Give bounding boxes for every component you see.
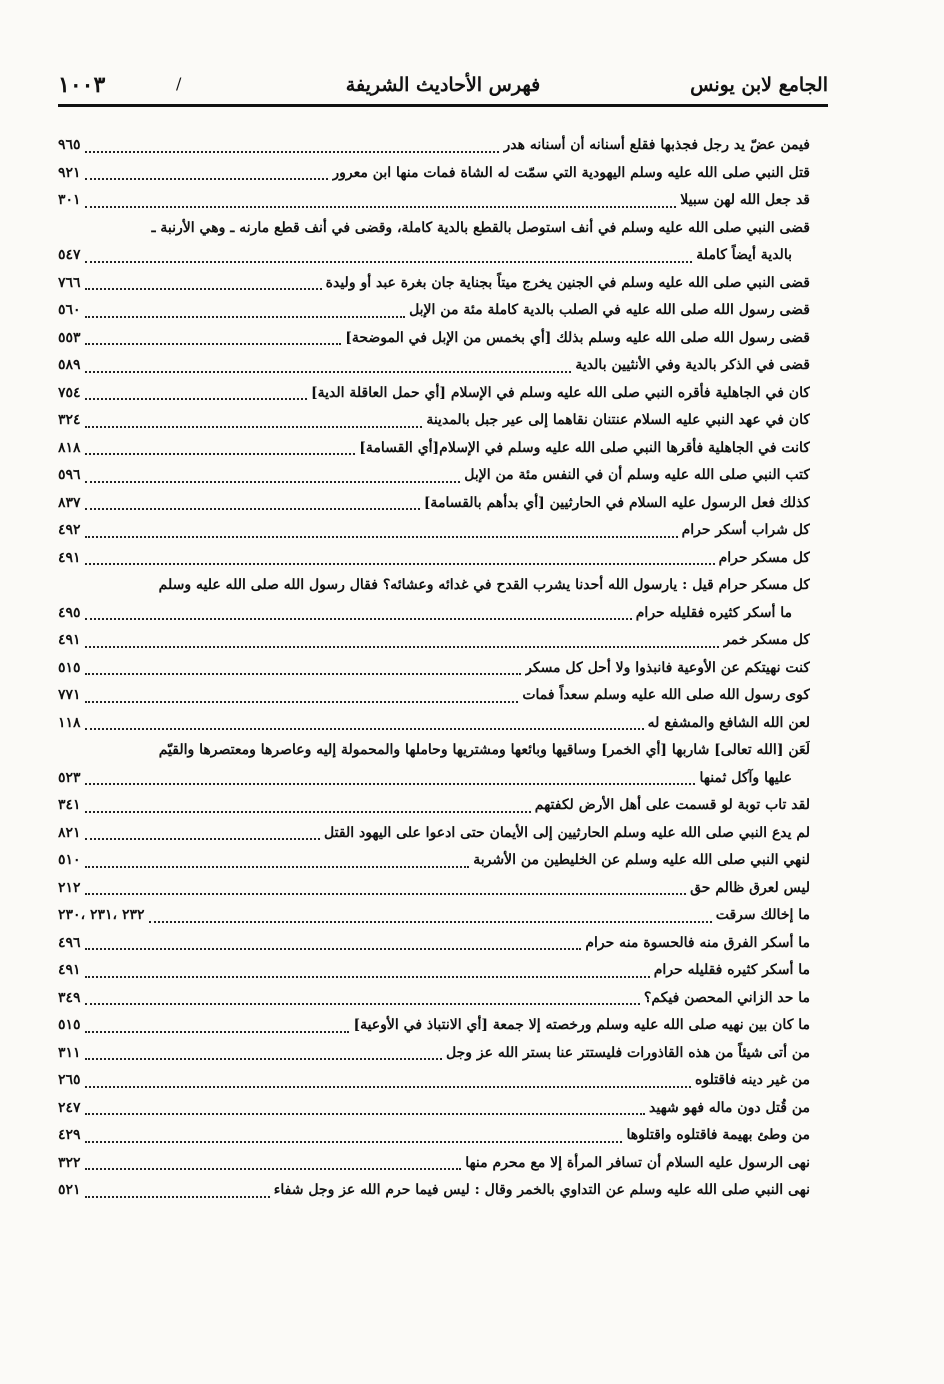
index-entry: [58, 187, 810, 215]
leader-dots: [85, 1196, 270, 1198]
entry-text: نهى النبي صلى الله عليه وسلم عن التداوي بالخمر وقال : ليس فيما حرم الله عز وجل شفاء: [273, 1182, 810, 1198]
hadith-index-list: [58, 132, 810, 1205]
index-entry: [58, 1040, 810, 1068]
header-mark: /: [176, 74, 182, 93]
entry-text-continued: ما أسكر كثيره فقليله حرام: [635, 604, 792, 621]
entry-text: كتب النبي صلى الله عليه وسلم أن في النفس مئة من الإبل: [464, 467, 810, 483]
leader-dots: [85, 206, 677, 208]
index-entry: [58, 297, 810, 325]
entry-text: ما أسكر كثيره فقليله حرام: [653, 962, 810, 978]
page-number: ١٠٠٣: [58, 72, 106, 98]
entry-text: لقد تاب توبة لو قسمت على أهل الأرض لكفتهم: [534, 797, 810, 813]
leader-dots: [85, 618, 632, 620]
entry-page-number: ٧٦٦: [58, 274, 81, 291]
index-entry: [58, 490, 810, 518]
leader-dots: [149, 921, 712, 923]
entry-text: ما إخالك سرقت: [715, 907, 810, 923]
entry-page-number: ٣١١: [58, 1044, 81, 1061]
index-entry: [58, 875, 810, 903]
leader-dots: [85, 563, 715, 565]
entry-page-number: ٥٨٩: [58, 357, 81, 373]
entry-text-continued: بالدية أيضاً كاملة: [696, 247, 792, 263]
entry-page-number: ٥٥٣: [58, 329, 81, 346]
leader-dots: [85, 343, 342, 345]
index-entry: [58, 435, 810, 463]
entry-page-number: ٥٢١: [58, 1182, 81, 1198]
entry-text: قضى رسول الله صلى الله عليه وسلم بذلك [أي بخمس من الإبل في الموضحة]: [345, 329, 810, 346]
index-entry: [58, 132, 810, 160]
leader-dots: [85, 151, 500, 153]
entry-text: من أتى شيئاً من هذه القاذورات فليستتر عنا بستر الله عز وجل: [445, 1044, 810, 1061]
entry-page-number: ٣٢٤: [58, 412, 81, 428]
entry-text: كان في الجاهلية فأقره النبي صلى الله عليه وسلم في الإسلام [أي حمل العاقلة الدية]: [311, 384, 810, 401]
index-entry: [58, 572, 810, 627]
index-entry: [58, 462, 810, 490]
index-entry: [58, 710, 810, 738]
entry-page-number: ٣٢٢: [58, 1154, 81, 1171]
index-entry: [58, 820, 810, 848]
index-entry: [58, 380, 810, 408]
entry-page-number: ٤٩٦: [58, 934, 81, 951]
entry-text: كانت في الجاهلية فأقرها النبي صلى الله عليه وسلم في الإسلام[أي القسامة]: [359, 439, 810, 456]
book-title: الجامع لابن يونس: [690, 74, 828, 96]
leader-dots: [85, 811, 531, 813]
entry-text-continued: عليها وآكل ثمنها: [699, 769, 792, 786]
leader-dots: [85, 728, 644, 730]
entry-text: ما حد الزاني المحصن فيكم؟: [643, 989, 810, 1006]
index-entry: [58, 627, 810, 655]
index-entry: [58, 792, 810, 820]
leader-dots: [85, 508, 420, 510]
index-entry: [58, 847, 810, 875]
entry-text: قضى رسول الله صلى الله عليه في الصلب بالدية كاملة مئة من الإبل: [409, 302, 810, 318]
entry-text: نهى الرسول عليه السلام أن تسافر المرأة إلا مع محرم منها: [465, 1154, 810, 1171]
leader-dots: [85, 481, 461, 483]
entry-page-number: ٨٣٧: [58, 494, 81, 511]
index-entry: [58, 1177, 810, 1205]
leader-dots: [85, 1086, 691, 1088]
entry-page-number: ٢٤٧: [58, 1099, 81, 1116]
leader-dots: [85, 1141, 623, 1143]
leader-dots: [85, 426, 423, 428]
entry-text: قد جعل الله لهن سبيلا: [680, 192, 810, 208]
entry-page-number: ٤٩١: [58, 632, 81, 648]
leader-dots: [85, 838, 320, 840]
entry-page-number: ٨٢١: [58, 824, 81, 841]
entry-text: من وطئ بهيمة فاقتلوه واقتلوها: [626, 1127, 810, 1143]
index-entry: [58, 517, 810, 545]
leader-dots: [85, 976, 650, 978]
entry-page-number: ٥١٥: [58, 1017, 81, 1033]
index-entry: [58, 215, 810, 270]
leader-dots: [85, 1168, 462, 1170]
leader-dots: [85, 673, 522, 675]
leader-dots: [85, 866, 470, 868]
index-entry: [58, 160, 810, 188]
index-entry: [58, 352, 810, 380]
entry-page-number: ٥١٠: [58, 852, 81, 868]
index-entry: [58, 655, 810, 683]
entry-page-number: ٩٦٥: [58, 137, 81, 153]
entry-text: كل مسكر حرام قيل : يارسول الله أحدنا يشرب القدح في غدائه وعشائه؟ فقال رسول الله صلى الله عليه وسلم: [158, 577, 810, 593]
entry-page-number: ٢١٢: [58, 879, 81, 896]
index-title: فهرس الأحاديث الشريفة: [345, 74, 541, 96]
entry-page-number: ٥٢٣: [58, 769, 81, 786]
entry-text: ما أسكر الفرق منه فالحسوة منه حرام: [585, 934, 810, 951]
index-entry: [58, 1067, 810, 1095]
entry-page-number: ٤٢٩: [58, 1127, 81, 1143]
entry-page-number: ٧٥٤: [58, 384, 81, 401]
leader-dots: [85, 1031, 350, 1033]
entry-page-number: ٢٦٥: [58, 1072, 81, 1088]
leader-dots: [85, 893, 687, 895]
entry-text: قضى في الذكر بالدية وفي الأنثيين بالدية: [575, 357, 810, 373]
entry-text: لعن الله الشافع والمشفع له: [647, 714, 810, 731]
index-entry: [58, 407, 810, 435]
leader-dots: [85, 646, 720, 648]
entry-text: ما كان بين نهيه صلى الله عليه وسلم ورخصته إلا جمعة [أي الانتباذ في الأوعية]: [353, 1017, 810, 1033]
entry-page-number: ٤٩١: [58, 962, 81, 978]
entry-text: كل شراب أسكر حرام: [681, 522, 810, 538]
index-entry: [58, 957, 810, 985]
entry-text: كل مسكر حرام: [718, 549, 810, 566]
entry-text: ليس لعرق ظالم حق: [690, 879, 810, 896]
entry-page-number: ٩٢١: [58, 164, 81, 181]
index-entry: [58, 545, 810, 573]
entry-page-number: ٣٤٩: [58, 989, 81, 1006]
entry-text: لم يدع النبي صلى الله عليه وسلم الحارثيين إلى الأيمان حتى ادعوا على اليهود القتل: [324, 824, 810, 841]
index-entry: [58, 270, 810, 298]
entry-page-number: ٥٩٦: [58, 467, 81, 483]
entry-text: من قُتل دون ماله فهو شهيد: [649, 1099, 810, 1116]
entry-page-number: ٤٩٢: [58, 522, 81, 538]
entry-page-number: ٥١٥: [58, 659, 81, 676]
entry-text: كنت نهيتكم عن الأوعية فانبذوا ولا أحل كل مسكر: [525, 659, 810, 676]
leader-dots: [85, 1058, 442, 1060]
entry-page-number: ٨١٨: [58, 439, 81, 456]
entry-text: قتل النبي صلى الله عليه وسلم اليهودية التي سمّت له الشاة فمات منها ابن معرور: [332, 164, 810, 181]
leader-dots: [85, 398, 307, 400]
leader-dots: [85, 783, 696, 785]
leader-dots: [85, 536, 678, 538]
entry-page-number: ٧٧١: [58, 687, 81, 703]
entry-text: لنهي النبي صلى الله عليه وسلم عن الخليطين من الأشربة: [473, 852, 810, 868]
index-entry: [58, 325, 810, 353]
entry-text: كذلك فعل الرسول عليه السلام في الحارثيين [أي بدأهم بالقسامة]: [423, 494, 810, 511]
leader-dots: [85, 288, 322, 290]
index-entry: [58, 902, 810, 930]
entry-text: كوى رسول الله صلى الله عليه وسلم سعداً فمات: [522, 687, 810, 703]
entry-page-number: ٣٤١: [58, 797, 81, 813]
leader-dots: [85, 316, 406, 318]
index-entry: [58, 1150, 810, 1178]
leader-dots: [85, 1003, 640, 1005]
index-entry: [58, 737, 810, 792]
leader-dots: [85, 261, 693, 263]
entry-text: فيمن عضّ يد رجل فجذبها فقلع أسنانه أن أسنانه هدر: [503, 137, 810, 153]
entry-text: من غير دينه فاقتلوه: [695, 1072, 810, 1088]
index-entry: [58, 1095, 810, 1123]
index-entry: [58, 1122, 810, 1150]
entry-text: كل مسكر خمر: [723, 632, 810, 648]
leader-dots: [85, 701, 519, 703]
entry-page-number: ٥٤٧: [58, 247, 81, 263]
leader-dots: [85, 453, 356, 455]
index-entry: [58, 1012, 810, 1040]
entry-text: قضى النبي صلى الله عليه وسلم في أنف استوصل بالقطع بالدية كاملة، وقضى في أنف قطع مارنه ـ وهي الأرنبة ـ: [151, 219, 810, 236]
entry-page-number: ٥٦٠: [58, 302, 81, 318]
running-head: [58, 70, 828, 104]
index-entry: [58, 985, 810, 1013]
header-rule: [58, 104, 828, 107]
leader-dots: [85, 948, 582, 950]
leader-dots: [85, 371, 572, 373]
entry-page-number: ٣٠١: [58, 192, 81, 208]
entry-page-number: ٤٩١: [58, 549, 81, 566]
entry-text: كان في عهد النبي عليه السلام عنتنان نقاهما إلى عير جبل بالمدينة: [426, 412, 810, 428]
entry-page-number: ٢٣٢ ،٢٣١ ،٢٣٠: [58, 907, 145, 923]
entry-page-number: ١١٨: [58, 714, 81, 731]
index-entry: [58, 930, 810, 958]
leader-dots: [85, 178, 329, 180]
index-entry: [58, 682, 810, 710]
entry-text: قضى النبي صلى الله عليه وسلم في الجنين يخرج ميتاً بجناية جان بغرة عبد أو وليدة: [325, 274, 810, 291]
leader-dots: [85, 1113, 645, 1115]
entry-page-number: ٤٩٥: [58, 604, 81, 621]
entry-text: لَعَن [الله تعالى] شاربها [أي الخمر] وساقيها وبائعها ومشتريها وحاملها والمحمولة إليه وعاصرها ومعتصرها والقيّم: [158, 742, 810, 758]
